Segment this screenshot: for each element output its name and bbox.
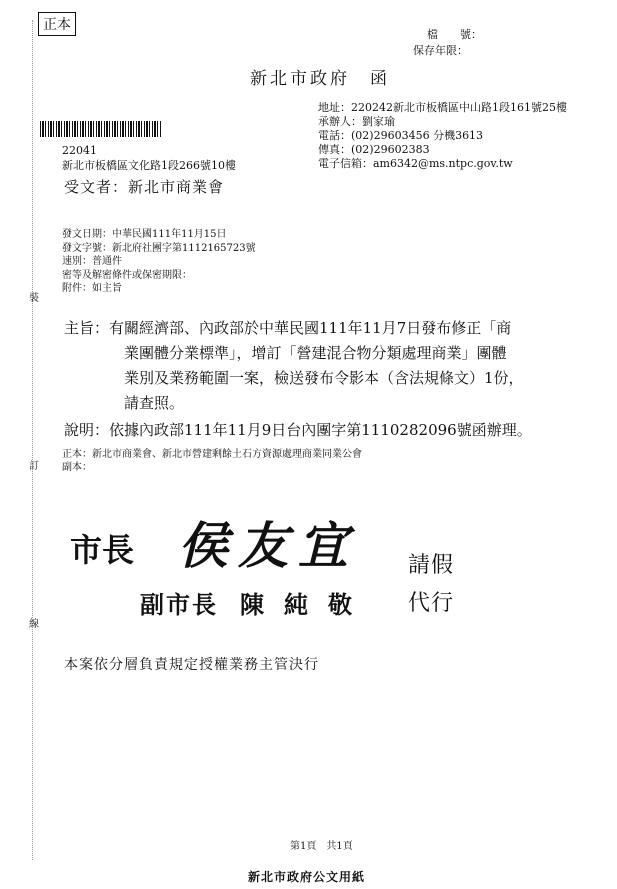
security-class: 密等及解密條件或保密期限： <box>62 269 192 281</box>
margin-mark-staple: 訂 <box>29 461 39 472</box>
acting-note: 代行 <box>408 591 455 616</box>
document-title: 新北市政府 函 <box>250 69 390 89</box>
margin-mark-bind: 裝 <box>29 293 39 304</box>
sender-block <box>318 101 567 171</box>
cc-main: 正本：新北市商業會、新北市營建剩餘土石方資源處理商業同業公會 <box>62 449 362 460</box>
sender-phone: 電話：(02)29603456 分機3613 <box>318 129 484 142</box>
recipient-address: 新北市板橋區文化路1段266號10樓 <box>62 159 236 172</box>
subject-line: 業團體分業標準」，增訂「營建混合物分類處理商業」團體 <box>124 344 507 362</box>
delegation-note: 本案依分層負責規定授權業務主管決行 <box>64 657 319 673</box>
binding-line <box>32 20 33 860</box>
subject-block <box>64 316 524 416</box>
retention-label: 保存年限： <box>413 44 468 57</box>
subject-line: 業別及業務範圍一案，檢送發布令影本（含法規條文）1份， <box>124 369 524 387</box>
copy-mark: 正本 <box>38 12 76 36</box>
subject-line: 主旨：有關經濟部、內政部於中華民國111年11月7日發布修正「商 <box>64 319 512 337</box>
document-number: 發文字號：新北府社團字第1112165723號 <box>62 242 256 254</box>
deputy-name: 陳純敬 <box>240 590 372 619</box>
explanation: 說明：依據內政部111年11月9日台內團字第1110282096號函辦理。 <box>64 421 532 439</box>
leave-note: 請假 <box>408 553 455 578</box>
sender-handler: 承辦人：劉家瑜 <box>318 115 395 128</box>
subject-line: 請查照。 <box>124 394 185 412</box>
speed-class: 速別：普通件 <box>62 256 122 267</box>
cc-copy: 副本： <box>62 462 92 473</box>
footer-paper-label: 新北市政府公文用紙 <box>248 870 366 884</box>
sender-email: 電子信箱：am6342@ms.ntpc.gov.tw <box>318 157 513 170</box>
page-info: 第1頁 共1頁 <box>290 841 353 852</box>
recipient: 受文者：新北市商業會 <box>64 178 225 196</box>
margin-mark-line: 線 <box>29 619 39 630</box>
attachment: 附件：如主旨 <box>62 283 122 294</box>
file-number-label: 檔 號： <box>427 28 482 41</box>
recipient-zip: 22041 <box>62 144 97 157</box>
sender-address: 地址：220242新北市板橋區中山路1段161號25樓 <box>318 101 567 114</box>
mayor-title: 市長 <box>70 531 135 569</box>
deputy-title: 副市長 <box>140 590 218 619</box>
sender-fax: 傳真：(02)29602383 <box>318 143 430 156</box>
mail-barcode <box>40 121 162 137</box>
mayor-signature: 侯友宜 <box>178 516 358 575</box>
meta-block <box>62 228 256 296</box>
issue-date: 發文日期：中華民國111年11月15日 <box>62 229 227 240</box>
